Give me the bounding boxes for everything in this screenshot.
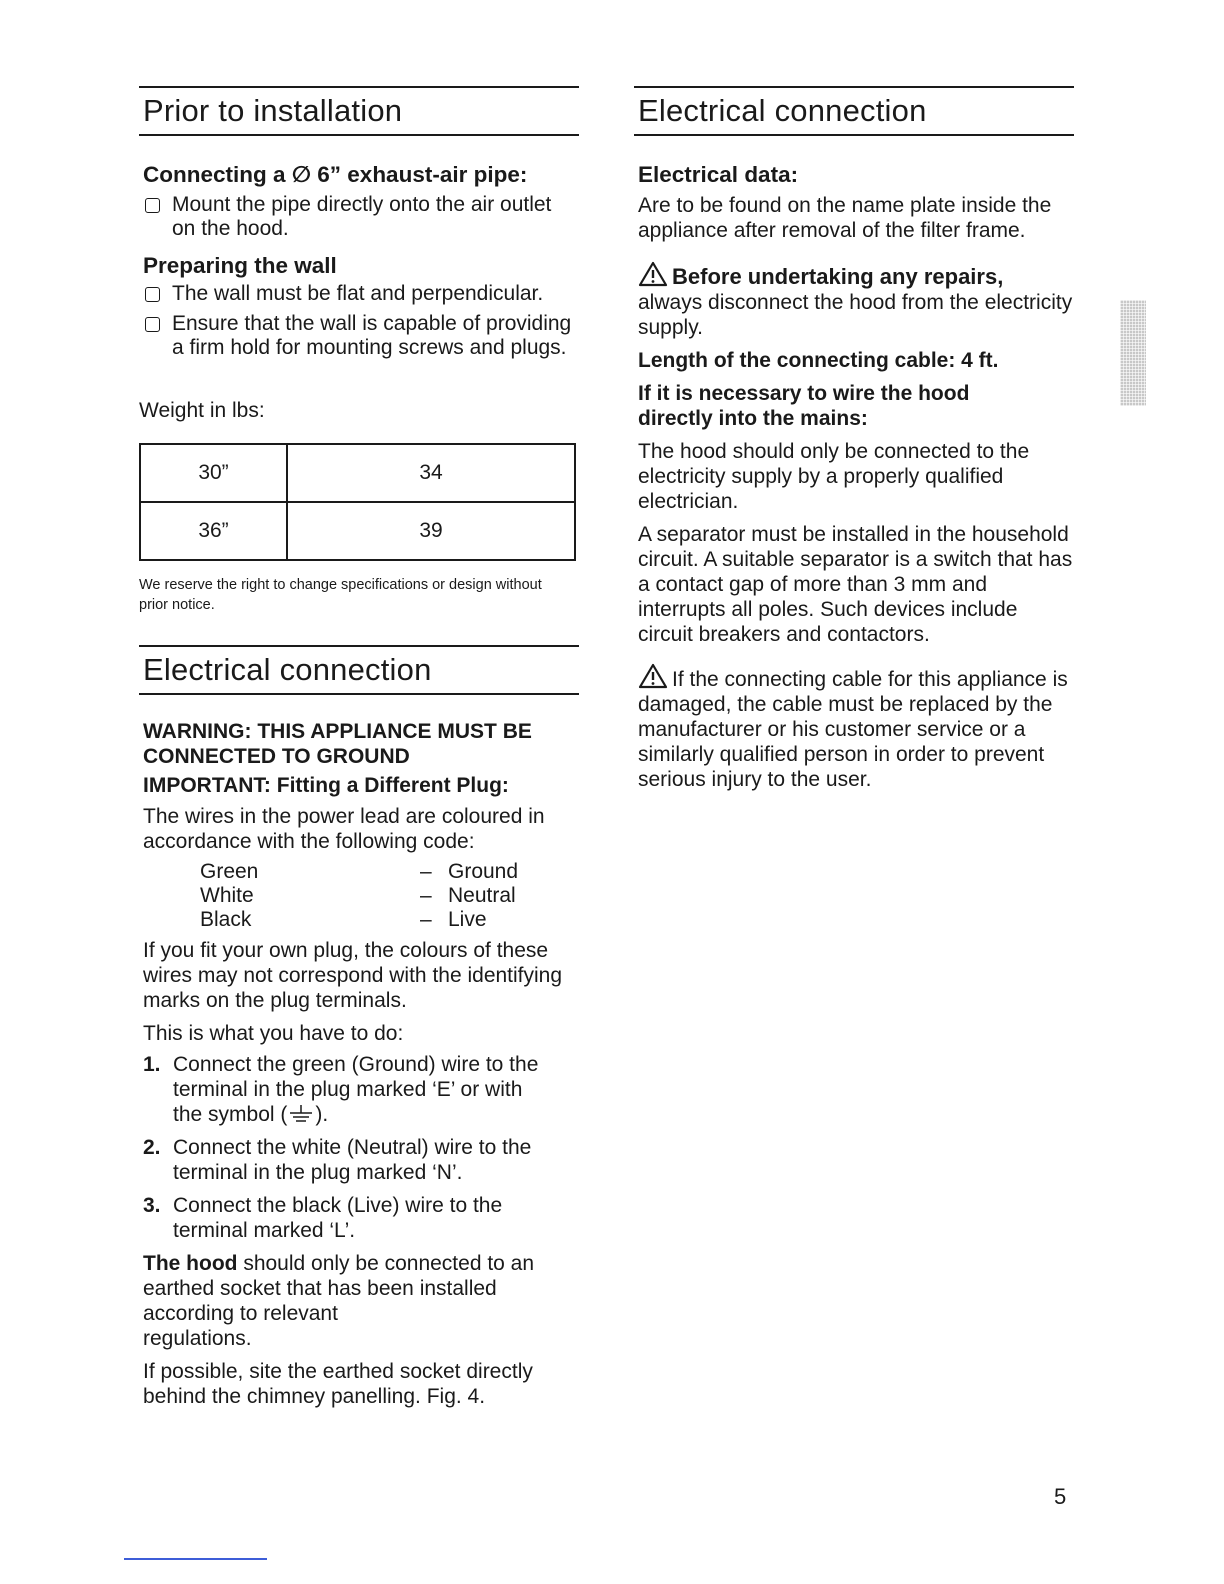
- wires-intro: The wires in the power lead are coloured in accordance with the following code:: [143, 805, 545, 853]
- electrical-connection-title-left: Electrical connection: [143, 652, 432, 687]
- own-plug-text: If you fit your own plug, the colours of these wires may not correspond with the identifying marks on the plug terminals.: [143, 939, 563, 1012]
- important-heading: IMPORTANT: Fitting a Different Plug:: [143, 774, 509, 797]
- disclaimer-text: We reserve the right to change specifications or design without prior notice.: [139, 577, 542, 613]
- electrical-connection-header-right: [634, 86, 1074, 136]
- size-cell: 36”: [140, 502, 287, 560]
- electrical-connection-header-left: [139, 645, 579, 695]
- electrical-data-text: Are to be found on the name plate inside the appliance after removal of the filter frame.: [638, 194, 1052, 242]
- right-column: [634, 86, 1074, 792]
- code-meaning: Live: [448, 908, 487, 931]
- step-2: 2. Connect the white (Neutral) wire to the terminal in the plug marked ‘N’.: [143, 1136, 532, 1184]
- table-row: [140, 502, 575, 560]
- code-color: Green: [200, 860, 259, 883]
- weight-heading: Weight in lbs:: [139, 399, 265, 422]
- wall-item-2: Ensure that the wall is capable of providing a firm hold for mounting screws and plugs.: [139, 312, 579, 360]
- code-meaning: Ground: [448, 860, 519, 883]
- separator-text: A separator must be installed in the household circuit. A suitable separator is a switch that has a contact gap of more than 3 mm and interrupts all poles. Such devices include circuit breakers and contactors.: [638, 523, 1073, 646]
- size-cell: 30”: [140, 444, 287, 502]
- step-3: 3. Connect the black (Live) wire to the terminal marked ‘L’.: [143, 1194, 503, 1242]
- exhaust-pipe-item: Mount the pipe directly onto the air outlet on the hood.: [139, 193, 579, 241]
- code-color: Black: [200, 908, 252, 931]
- left-column: [139, 86, 579, 1409]
- weight-cell: 34: [287, 444, 575, 502]
- checkbox-bullet-icon: [145, 198, 160, 213]
- todo-text: This is what you have to do:: [143, 1022, 404, 1045]
- code-meaning: Neutral: [448, 884, 516, 907]
- code-color: White: [200, 884, 254, 907]
- cable-length-text: Length of the connecting cable: 4 ft.: [638, 349, 999, 372]
- ground-symbol-icon: [287, 1104, 315, 1124]
- repairs-warning: Before undertaking any repairs, always disconnect the hood from the electricity supply.: [634, 261, 1074, 340]
- wall-item-1: The wall must be flat and perpendicular.: [139, 282, 579, 306]
- exhaust-pipe-heading: Connecting a ∅ 6” exhaust-air pipe:: [143, 162, 528, 187]
- warning-triangle-icon: [638, 261, 668, 287]
- page-tab-marker: [1120, 300, 1146, 406]
- hood-socket-text: The hood should only be connected to an earthed socket that has been installed according to relevant regulations.: [143, 1252, 535, 1350]
- page-number: 5: [1054, 1484, 1067, 1509]
- socket-site-text: If possible, site the earthed socket directly behind the chimney panelling. Fig. 4.: [143, 1360, 533, 1408]
- code-dash: –: [420, 860, 432, 883]
- mains-heading: If it is necessary to wire the hood directly into the mains:: [638, 382, 970, 430]
- code-dash: –: [420, 884, 432, 907]
- electrical-connection-title-right: Electrical connection: [638, 93, 927, 128]
- wire-color-codes: [200, 860, 579, 932]
- prior-installation-header: [139, 86, 579, 136]
- weight-cell: 39: [287, 502, 575, 560]
- warning-triangle-icon: [638, 663, 668, 689]
- checkbox-bullet-icon: [145, 287, 160, 302]
- bottom-divider: [124, 1558, 267, 1560]
- prior-installation-title: Prior to installation: [143, 93, 403, 128]
- table-row: [140, 444, 575, 502]
- ground-warning: WARNING: THIS APPLIANCE MUST BE CONNECTED TO GROUND: [143, 720, 532, 768]
- weight-table: [139, 443, 576, 561]
- electrical-data-heading: Electrical data:: [638, 162, 799, 187]
- checkbox-bullet-icon: [145, 317, 160, 332]
- mains-text: The hood should only be connected to the electricity supply by a properly qualified electrician.: [638, 440, 1030, 513]
- step-1: 1. Connect the green (Ground) wire to the terminal in the plug marked ‘E’ or with the symbol ( ).: [143, 1053, 539, 1126]
- preparing-wall-heading: Preparing the wall: [143, 253, 337, 278]
- code-dash: –: [420, 908, 432, 931]
- damaged-cable-warning: If the connecting cable for this appliance is damaged, the cable must be replaced by the manufacturer or his customer service or a similarly qualified person in order to prevent serious injury to the user.: [634, 663, 1074, 792]
